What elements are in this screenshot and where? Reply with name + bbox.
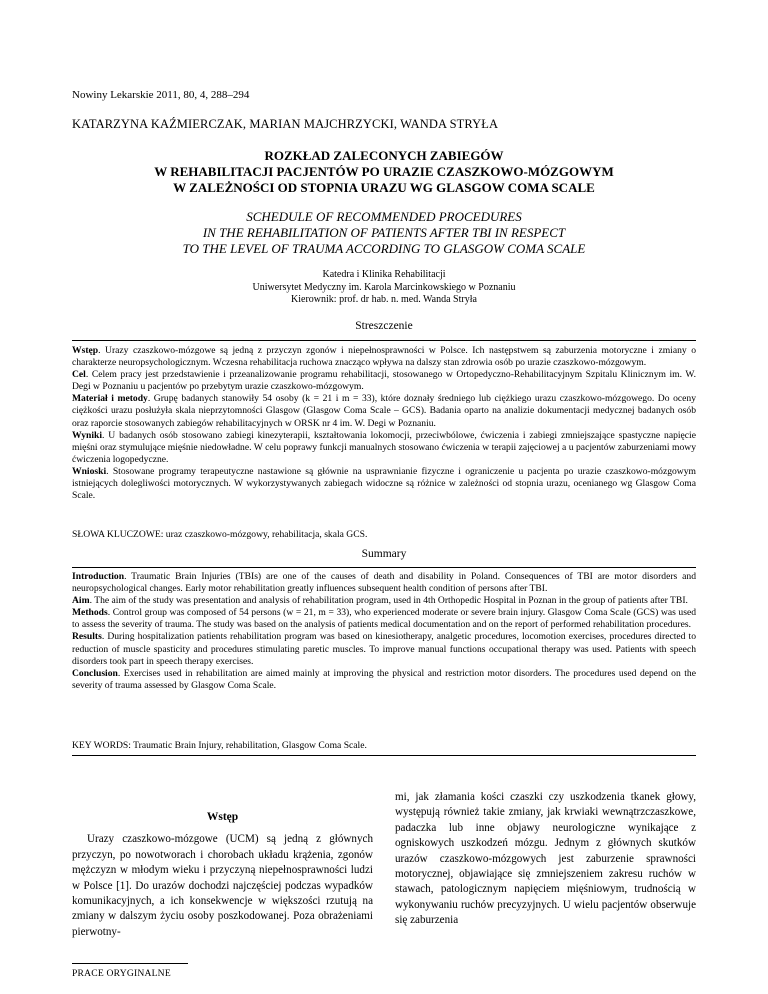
abstract-paragraph bbox=[72, 631, 696, 667]
abstract-label: Materiał i metody bbox=[72, 393, 148, 405]
abstract-text: . Control group was composed of 54 persons (w = 21, m = 33), who experienced moderate or severe brain injury. Glasgow Coma Scale (GCS) was used to assess the severity of trauma. The study was based on the analysis of patients medical documentation and on the report of performed rehabilitation procedures. bbox=[72, 607, 696, 631]
abstract-label: Results bbox=[72, 631, 102, 643]
keywords-pl: SŁOWA KLUCZOWE: uraz czaszkowo-mózgowy, rehabilitacja, skala GCS. bbox=[72, 529, 368, 540]
abstract-text: . Celem pracy jest przedstawienie i przeanalizowanie programu rehabilitacji, stosowanego w Ortopedyczno-Rehabilitacyjnym Szpitalu Klinicznym im. W. Degi w Poznaniu u pacjentów po przebytym urazie czaszkowo-mózgowym. bbox=[72, 369, 696, 393]
body-column-right bbox=[395, 790, 696, 929]
author-list: KATARZYNA KAŹMIERCZAK, MARIAN MAJCHRZYCKI, WANDA STRYŁA bbox=[72, 117, 499, 131]
abstract-paragraph bbox=[72, 393, 696, 429]
title-english-line: TO THE LEVEL OF TRAUMA ACCORDING TO GLASGOW COMA SCALE bbox=[182, 241, 586, 256]
abstract-label: Introduction bbox=[72, 571, 125, 582]
abstract-text: . Traumatic Brain Injuries (TBIs) are one of the causes of death and disability in Poland. Consequences of TBI are motor disorders and neuropsychological changes. Early motor rehabilitation greatly influences subsequent health condition of persons after TBI. bbox=[72, 571, 696, 595]
abstract-label: Wnioski bbox=[72, 465, 107, 477]
journal-citation: Nowiny Lekarskie 2011, 80, 4, 288–294 bbox=[72, 89, 250, 101]
abstract-paragraph bbox=[72, 595, 696, 607]
abstract-text: . Grupę badanych stanowiły 54 osoby (k = 21 i m = 33), które doznały średniego lub ciężkiego urazu czaszkowo-mózgowego. Do oceny ciężkości urazu posłużyła skala nieprzytomności Glasgow (Glasgow Coma Scale – GCS). Badania oparto na analizie dokumentacji medycznej badanych osób oraz raporcie stosowanych zabiegów rehabilitacyjnych w ORSK nr 4 im. W. Degi w Poznaniu. bbox=[72, 393, 696, 429]
abstract-text: . U badanych osób stosowano zabiegi kinezyterapii, kształtowania lokomocji, przeciwbólowe, ćwiczenia i zabiegi zmniejszające spastyczne napięcie mięśni oraz stymulujące mięśnie niedowładne. W celu poprawy funkcji manualnych stosowano ćwiczenia w terapii zajęciowej a u pacjentów zaburzeniami mowy ćwiczenia logopedyczne. bbox=[72, 429, 696, 465]
body-paragraph: mi, jak złamania kości czaszki czy uszkodzenia tkanek głowy, występują również takie zmiany, jak krwiaki wewnątrzczaszkowe, padaczka lub inne objawy neurologiczne wynikające z ogniskowych uszkodzeń mózgu. Jednym z głównych skutków urazów czaszkowo-mózgowych jest zaburzenie sprawności motorycznej, objawiające się zmniejszeniem zakresu ruchów w stawach, patologicznym napięciem mięśniowym, trudnością w wykonywaniu ruchów precyzyjnych. U wielu pacjentów obserwuje się zaburzenia bbox=[395, 791, 696, 927]
title-english bbox=[72, 209, 696, 257]
abstract-en-rule-top bbox=[72, 567, 696, 568]
abstract-en-rule-bottom bbox=[72, 755, 696, 756]
abstract-text: . The aim of the study was presentation and analysis of rehabilitation program, used in 4th Orthopedic Hospital in Poznan in the group of patients after TBI. bbox=[89, 595, 688, 607]
title-polish-line: W REHABILITACJI PACJENTÓW PO URAZIE CZASZKOWO-MÓZGOWYM bbox=[154, 164, 614, 179]
abstract-en-body bbox=[72, 571, 696, 692]
abstract-text: . During hospitalization patients rehabilitation program was based on kinesiotherapy, analgetic procedures, locomotion exercises, procedures directed to reduction of muscle spasticity and procedures stimulating paretic muscles. To improve manual functions occupational therapy was used. Patients with speech disorders took part in speech therapy exercises. bbox=[72, 631, 696, 667]
affiliation-line: Uniwersytet Medyczny im. Karola Marcinkowskiego w Poznaniu bbox=[252, 281, 516, 293]
abstract-label: Cel bbox=[72, 369, 86, 381]
footer-label: PRACE ORYGINALNE bbox=[72, 968, 171, 979]
footer-rule bbox=[72, 963, 188, 964]
abstract-paragraph bbox=[72, 430, 696, 466]
abstract-paragraph bbox=[72, 668, 696, 692]
abstract-label: Conclusion bbox=[72, 667, 118, 679]
abstract-text: . Exercises used in rehabilitation are aimed mainly at improving the physical and restriction motor disorders. The procedures used depend on the severity of trauma assessed by Glasgow Coma Scale. bbox=[72, 667, 696, 691]
affiliation-line: Kierownik: prof. dr hab. n. med. Wanda Stryła bbox=[291, 294, 477, 305]
title-english-line: IN THE REHABILITATION OF PATIENTS AFTER TBI IN RESPECT bbox=[202, 225, 566, 240]
abstract-paragraph bbox=[72, 345, 696, 369]
section-heading-wstep: Wstęp bbox=[206, 811, 239, 823]
keywords-en: KEY WORDS: Traumatic Brain Injury, rehabilitation, Glasgow Coma Scale. bbox=[72, 740, 367, 751]
abstract-text: . Urazy czaszkowo-mózgowe są jedną z przyczyn zgonów i niepełnosprawności w Polsce. Ich następstwem są zaburzenia motoryczne i zmiany o charakterze neuropsychologicznym. Wczesna rehabilitacja ruchowa znacząco wpływa na dalszy stan zdrowia osób po urazie czaszkowo-mózgowym. bbox=[72, 345, 696, 369]
abstract-label: Wyniki bbox=[72, 429, 103, 441]
body-column-left bbox=[72, 810, 373, 940]
affiliation bbox=[72, 269, 696, 307]
abstract-label: Methods bbox=[72, 607, 108, 619]
abstract-paragraph bbox=[72, 607, 696, 631]
abstract-text: . Stosowane programy terapeutyczne nastawione są głównie na usprawnianie fizyczne i ograniczenie u pacjenta po urazie czaszkowo-mózgowym istniejących dolegliwości motorycznych. W wykorzystywanych zabiegach widoczne są różnice w zależności od stopnia urazu, ocenianego wg Glasgow Coma Scale. bbox=[72, 465, 696, 502]
abstract-pl-rule-top bbox=[72, 340, 696, 341]
title-polish-line: W ZALEŻNOŚCI OD STOPNIA URAZU WG GLASGOW COMA SCALE bbox=[173, 180, 595, 195]
abstract-paragraph bbox=[72, 369, 696, 393]
title-english-line: SCHEDULE OF RECOMMENDED PROCEDURES bbox=[246, 209, 522, 224]
abstract-paragraph bbox=[72, 466, 696, 502]
abstract-pl-body bbox=[72, 345, 696, 502]
title-polish-line: ROZKŁAD ZALECONYCH ZABIEGÓW bbox=[264, 148, 504, 163]
affiliation-line: Katedra i Klinika Rehabilitacji bbox=[322, 269, 446, 280]
abstract-paragraph bbox=[72, 571, 696, 595]
abstract-label: Wstęp bbox=[72, 345, 99, 356]
abstract-en-heading: Summary bbox=[361, 548, 407, 560]
body-paragraph: Urazy czaszkowo-mózgowe (UCM) są jedną z głównych przyczyn, po nowotworach i chorobach układu krążenia, zgonów mężczyzn w młodym wieku i przyczyną niepełnosprawności ludzi w Polsce [1]. Do urazów dochodzi najczęściej podczas wypadków komunikacyjnych, a ich konsekwencje w większości rzutują na zmiany w dalszym życiu osoby poszkodowanej. Poza obrażeniami pierwotny- bbox=[72, 833, 373, 938]
abstract-label: Aim bbox=[72, 595, 90, 607]
abstract-pl-heading: Streszczenie bbox=[355, 320, 413, 332]
title-polish bbox=[72, 148, 696, 196]
